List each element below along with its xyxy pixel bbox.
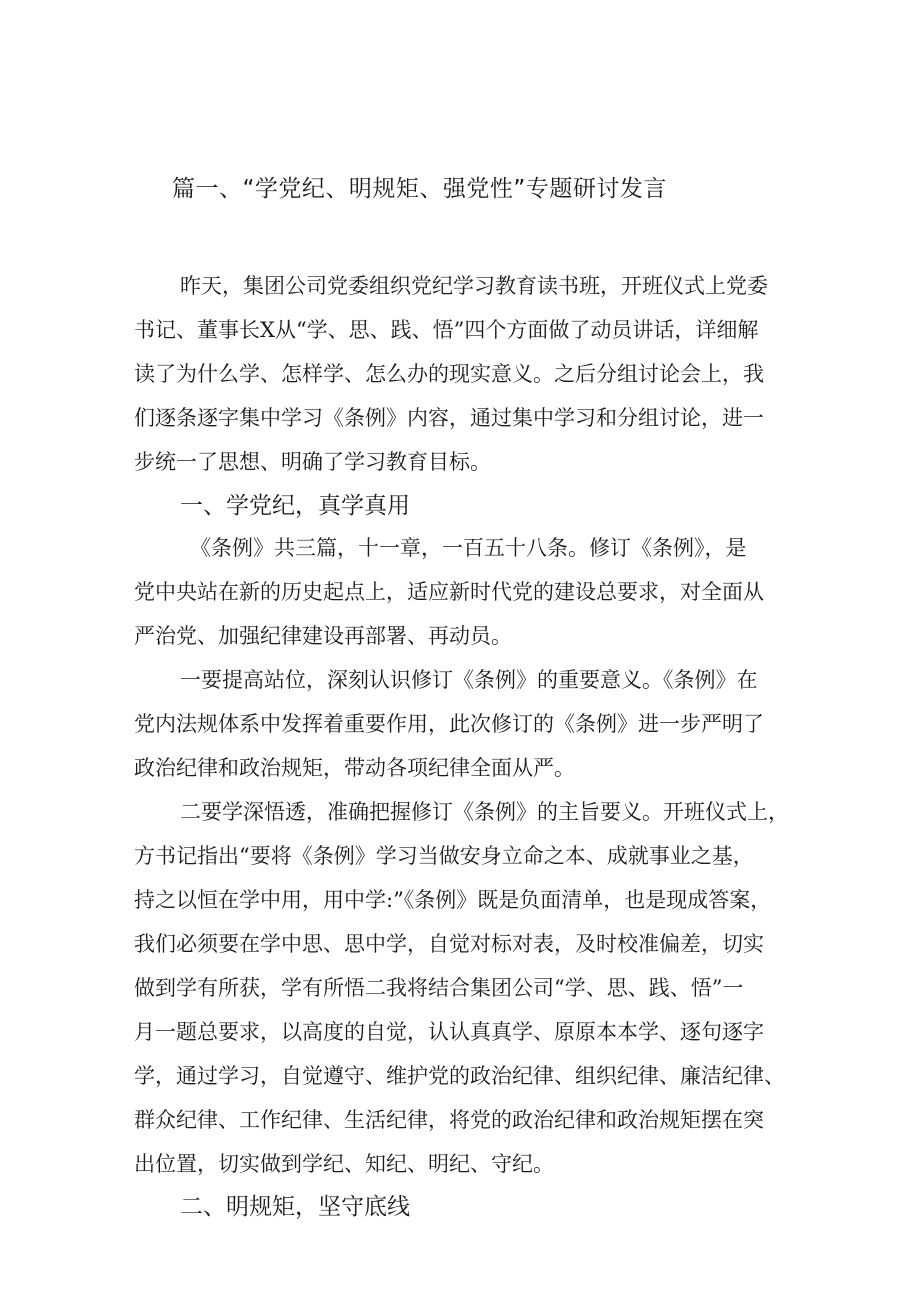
paragraph-line: 群众纪律、工作纪律、生活纪律，将党的政治纪律和政治规矩摆在突 [134,1108,764,1132]
paragraph-line: 党中央站在新的历史起点上，适应新时代党的建设总要求，对全面从 [134,580,764,604]
intro-line: 读了为什么学、怎样学、怎么办的现实意义。之后分组讨论会上，我 [134,362,764,386]
intro-line: 书记、董事长X从“学、思、践、悟”四个方面做了动员讲话，详细解 [134,318,759,342]
paragraph-line: 做到学有所获，学有所悟二我将结合集团公司“学、思、践、悟”一 [134,976,744,1000]
intro-line: 步统一了思想、明确了学习教育目标。 [134,450,491,474]
paragraph-line: 出位置，切实做到学纪、知纪、明纪、守纪。 [134,1152,554,1176]
paragraph-line: 党内法规体系中发挥着重要作用，此次修订的《条例》进一步严明了 [134,712,764,736]
section-heading: 二、明规矩，坚守底线 [180,1194,410,1220]
paragraph-line: 严治党、加强纪律建设再部署、再动员。 [134,624,512,648]
page-title: 篇一、“学党纪、明规矩、强党性”专题研讨发言 [172,176,667,202]
paragraph-line: 政治纪律和政治规矩，带动各项纪律全面从严。 [134,756,575,780]
paragraph-line: 月一题总要求，以高度的自觉，认认真真学、原原本本学、逐句逐字 [134,1020,764,1044]
paragraph-line: 方书记指出“要将《条例》学习当做安身立命之本、成就事业之基， [134,844,754,868]
paragraph-line: 学，通过学习，自觉遵守、维护党的政治纪律、组织纪律、廉洁纪律、 [134,1064,785,1088]
paragraph-line: 《条例》共三篇，十一章，一百五十八条。修订《条例》，是 [190,536,747,560]
intro-line: 昨天，集团公司党委组织党纪学习教育读书班，开班仪式上党委 [180,274,768,298]
section-heading: 一、学党纪，真学真用 [180,493,410,519]
intro-line: 们逐条逐字集中学习《条例》内容，通过集中学习和分组讨论，进一 [134,406,764,430]
paragraph-line: 我们必须要在学中思、思中学，自觉对标对表，及时校准偏差，切实 [134,932,764,956]
paragraph-line: 二要学深悟透，准确把握修订《条例》的主旨要义。开班仪式上， [180,800,789,824]
paragraph-line: 持之以恒在学中用，用中学:”《条例》既是负面清单，也是现成答案， [134,888,772,912]
paragraph-line: 一要提高站位，深刻认识修订《条例》的重要意义。《条例》在 [180,668,758,692]
